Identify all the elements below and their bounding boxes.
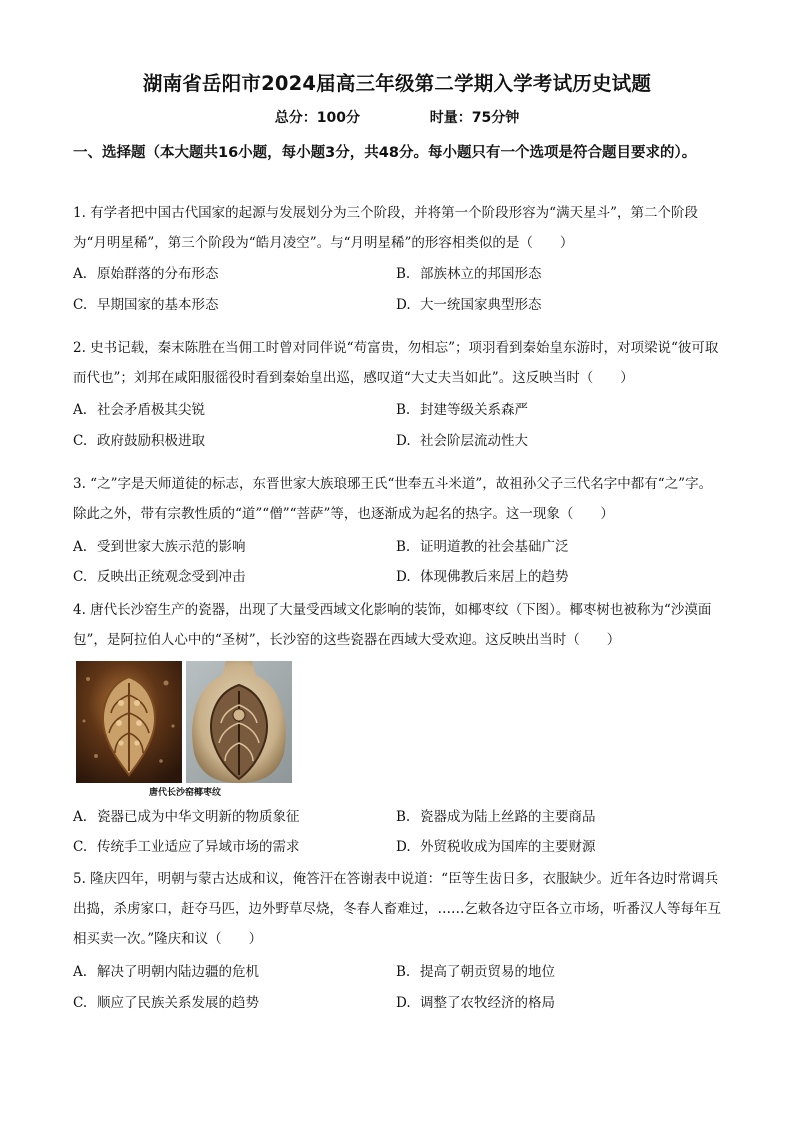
question-4-option-a[interactable] <box>73 807 300 827</box>
option-text: 体现佛教后来居上的趋势 <box>420 569 569 585</box>
option-letter: D. <box>396 297 411 313</box>
question-2-stem: 2. 史书记载，秦末陈胜在当佣工时曾对同伴说“苟富贵，勿相忘”；项羽看到秦始皇东游时，对项梁说“彼可取而代也”；刘邦在咸阳服徭役时看到秦始皇出巡，感叹道“大丈夫当如此”。这反映当时（ ） <box>73 340 719 386</box>
question-2-option-c[interactable] <box>73 431 205 451</box>
question-5-option-b[interactable] <box>396 962 555 982</box>
porcelain-photo-right <box>186 661 292 783</box>
exam-title: 湖南省岳阳市2024届高三年级第二学期入学考试历史试题 <box>142 72 652 95</box>
option-text: 社会阶层流动性大 <box>420 433 528 449</box>
option-letter: A. <box>73 266 88 282</box>
option-text: 反映出正统观念受到冲击 <box>97 569 246 585</box>
question-1-option-a[interactable] <box>73 264 219 284</box>
option-text: 社会矛盾极其尖锐 <box>97 402 205 418</box>
option-text: 早期国家的基本形态 <box>97 297 219 313</box>
total-score: 总分：100分 <box>274 110 360 126</box>
option-letter: C. <box>73 995 88 1011</box>
option-letter: C. <box>73 297 88 313</box>
question-3-option-d[interactable] <box>396 567 569 587</box>
option-letter: C. <box>73 569 88 585</box>
question-5-option-d[interactable] <box>396 993 555 1013</box>
question-5-option-a[interactable] <box>73 962 259 982</box>
option-text: 调整了农牧经济的格局 <box>420 995 555 1011</box>
question-2-option-a[interactable] <box>73 400 205 420</box>
option-letter: A. <box>73 402 88 418</box>
option-letter: B. <box>396 402 411 418</box>
question-5-option-c[interactable] <box>73 993 259 1013</box>
option-letter: C. <box>73 839 88 855</box>
option-letter: A. <box>73 539 88 555</box>
question-1-stem: 1. 有学者把中国古代国家的起源与发展划分为三个阶段，并将第一个阶段形容为“满天星斗”，第二个阶段为“月明星稀”，第三个阶段为“皓月凌空”。与“月明星稀”的形容相类似的是（ ） <box>73 205 698 251</box>
question-1-option-c[interactable] <box>73 295 219 315</box>
option-letter: D. <box>396 433 411 449</box>
option-letter: D. <box>396 839 411 855</box>
exam-meta <box>0 107 794 127</box>
option-letter: C. <box>73 433 88 449</box>
option-text: 封建等级关系森严 <box>420 402 528 418</box>
figure-caption: 唐代长沙窑椰枣纹 <box>148 788 221 798</box>
option-text: 提高了朝贡贸易的地位 <box>420 964 555 980</box>
time-limit: 时量：75分钟 <box>429 110 520 126</box>
option-text: 政府鼓励积极进取 <box>97 433 205 449</box>
question-1-option-b[interactable] <box>396 264 542 284</box>
option-text: 顺应了民族关系发展的趋势 <box>97 995 259 1011</box>
option-text: 大一统国家典型形态 <box>420 297 542 313</box>
question-5-stem: 5. 隆庆四年，明朝与蒙古达成和议，俺答汗在答谢表中说道：“臣等生齿日多，衣服缺少。近年各边时常调兵出捣，杀虏家口，赶夺马匹，边外野草尽烧，冬春人畜难过，……乞敕各边守臣各立市场，听番汉人等每年互相买卖一次。”隆庆和议（ ） <box>73 871 721 947</box>
option-text: 证明道教的社会基础广泛 <box>420 539 569 555</box>
porcelain-photo-left <box>76 661 182 783</box>
question-4-option-d[interactable] <box>396 837 596 857</box>
option-letter: B. <box>396 964 411 980</box>
option-text: 原始群落的分布形态 <box>97 266 219 282</box>
option-text: 外贸税收成为国库的主要财源 <box>420 839 596 855</box>
option-letter: B. <box>396 809 411 825</box>
option-letter: D. <box>396 995 411 1011</box>
question-3-option-a[interactable] <box>73 537 246 557</box>
question-2-option-b[interactable] <box>396 400 528 420</box>
question-3-option-c[interactable] <box>73 567 246 587</box>
option-letter: B. <box>396 266 411 282</box>
option-text: 受到世家大族示范的影响 <box>97 539 246 555</box>
option-text: 传统手工业适应了异域市场的需求 <box>97 839 300 855</box>
option-letter: D. <box>396 569 411 585</box>
question-2-option-d[interactable] <box>396 431 528 451</box>
question-4-option-c[interactable] <box>73 837 300 857</box>
option-text: 瓷器成为陆上丝路的主要商品 <box>420 809 596 825</box>
option-text: 部族林立的邦国形态 <box>420 266 542 282</box>
porcelain-figure <box>76 661 294 798</box>
question-1-option-d[interactable] <box>396 295 542 315</box>
question-4-stem: 4. 唐代长沙窑生产的瓷器，出现了大量受西域文化影响的装饰，如椰枣纹（下图）。椰枣树也被称为“沙漠面包”，是阿拉伯人心中的“圣树”，长沙窑的这些瓷器在西域大受欢迎。这反映出当时（ ） <box>73 602 712 648</box>
question-4-option-b[interactable] <box>396 807 596 827</box>
option-letter: A. <box>73 964 88 980</box>
option-letter: A. <box>73 809 88 825</box>
question-3-stem: 3. “之”字是天师道徒的标志，东晋世家大族琅琊王氏“世奉五斗米道”，故祖孙父子三代名字中都有“之”字。除此之外，带有宗教性质的“道”“僧”“菩萨”等，也逐渐成为起名的热字。这一现象（ ） <box>73 476 713 522</box>
section-heading: 一、选择题（本大题共16小题，每小题3分，共48分。每小题只有一个选项是符合题目要求的）。 <box>73 145 697 161</box>
question-3-option-b[interactable] <box>396 537 569 557</box>
option-text: 瓷器已成为中华文明新的物质象征 <box>97 809 300 825</box>
option-letter: B. <box>396 539 411 555</box>
option-text: 解决了明朝内陆边疆的危机 <box>97 964 259 980</box>
